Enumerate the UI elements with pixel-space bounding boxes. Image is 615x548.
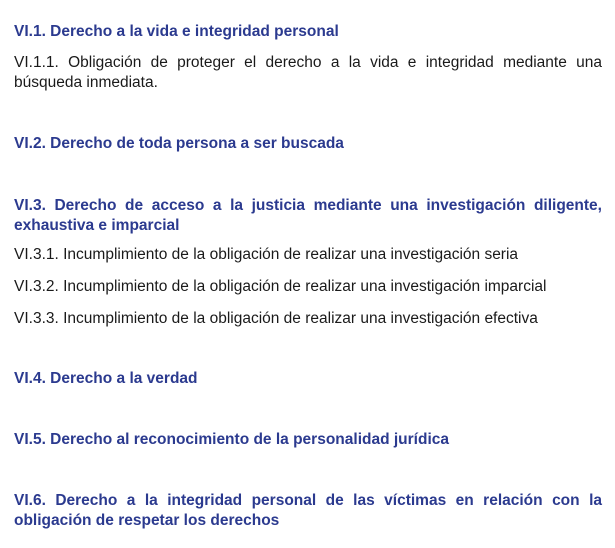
section-heading-vi-6: VI.6. Derecho a la integridad personal de las víctimas en relación con la obligación de respetar los derechos: [14, 492, 602, 529]
section-heading-vi-5: VI.5. Derecho al reconocimiento de la personalidad jurídica: [14, 431, 449, 448]
subsection-vi-3-3: VI.3.3. Incumplimiento de la obligación de realizar una investigación efectiva: [14, 310, 538, 327]
section-heading-vi-4: VI.4. Derecho a la verdad: [14, 370, 198, 387]
section-heading-vi-3: VI.3. Derecho de acceso a la justicia mediante una investigación diligente, exhaustiva e imparcial: [14, 197, 602, 234]
section-heading-vi-2: VI.2. Derecho de toda persona a ser buscada: [14, 135, 344, 152]
section-heading-vi-1: VI.1. Derecho a la vida e integridad personal: [14, 23, 339, 40]
subsection-vi-3-2: VI.3.2. Incumplimiento de la obligación de realizar una investigación imparcial: [14, 278, 547, 295]
subsection-vi-1-1: VI.1.1. Obligación de proteger el derecho a la vida e integridad mediante una búsqueda inmediata.: [14, 54, 602, 91]
subsection-vi-3-1: VI.3.1. Incumplimiento de la obligación de realizar una investigación seria: [14, 246, 519, 263]
